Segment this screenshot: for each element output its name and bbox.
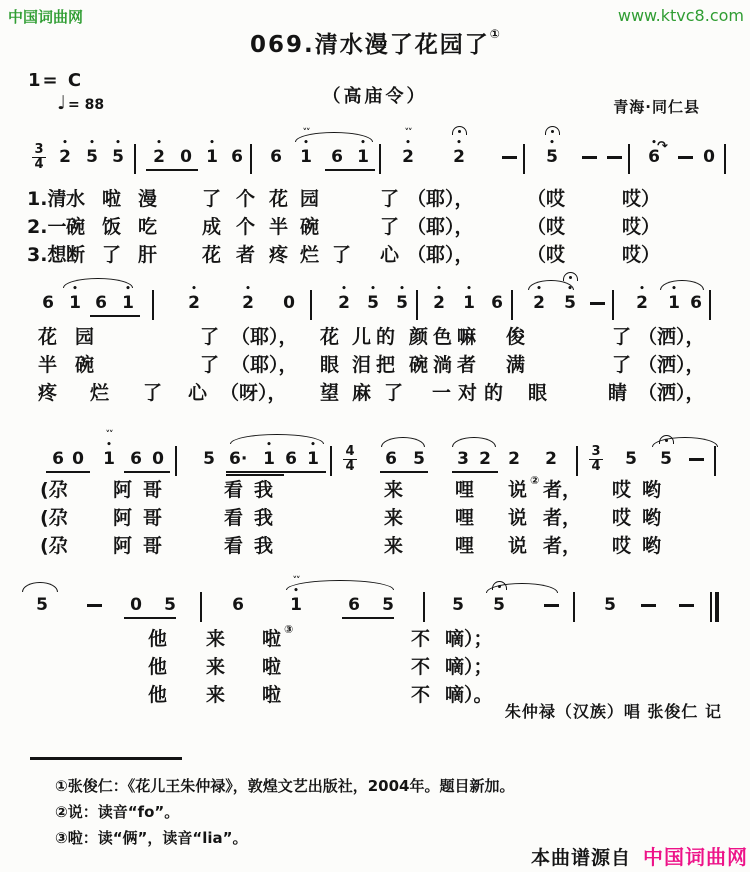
note: 2: [479, 449, 491, 469]
lyric-word: 3.想: [27, 244, 67, 266]
lyric-word: 的: [484, 382, 504, 404]
note: 1 •: [355, 149, 371, 166]
lyric-word: 者，: [543, 535, 582, 557]
lyric-word: 花: [38, 326, 58, 348]
lyric-word: 哟: [642, 507, 662, 529]
lyric-word: （耶），: [231, 326, 298, 348]
lyric-word: （哎: [527, 244, 566, 266]
octave-dot: •: [399, 284, 405, 294]
octave-dot: •: [341, 284, 347, 294]
lyric-word: 花: [202, 244, 222, 266]
lyric-word: 阿: [113, 507, 133, 529]
note: 1 • ˅˅: [101, 451, 117, 468]
lyric-word: 水: [66, 188, 86, 210]
octave-dot: •: [405, 138, 411, 148]
lyric-word: 阿: [113, 535, 133, 557]
lyric-word: 把: [376, 354, 396, 376]
octave-dot: •: [293, 586, 299, 596]
rest-note: 0: [180, 147, 192, 167]
lyric-word: 个: [236, 216, 256, 238]
octave-dot: •: [536, 284, 542, 294]
song-title-text: 069.清水漫了花园了: [250, 32, 490, 58]
dash-note: [641, 604, 656, 607]
source-credit: [531, 841, 748, 870]
lyric-word: （洒），: [638, 354, 705, 376]
lyric-word: 的: [376, 326, 396, 348]
note: 5 •: [394, 295, 410, 312]
lyric-word: 漫: [138, 188, 158, 210]
note: 1 •: [67, 295, 83, 312]
note: 5: [382, 595, 394, 615]
trill-ornament-icon: ˅˅: [105, 430, 113, 440]
lyric-word: 哎）: [622, 216, 661, 238]
octave-dot: •: [671, 284, 677, 294]
lyric-word: 心: [188, 382, 208, 404]
lyric-word: 半: [269, 216, 289, 238]
note: 6: [270, 147, 282, 167]
note: 1 • ˅˅: [298, 149, 314, 166]
note: 6 • ↷: [646, 149, 662, 166]
note: 1 •: [120, 295, 136, 312]
lyric-word: 了: [384, 382, 404, 404]
lyric-word: 嘀）。: [445, 684, 493, 706]
lyric-word: 色: [433, 326, 453, 348]
lyric-word: 哎）: [622, 244, 661, 266]
note: 2 •: [634, 295, 650, 312]
octave-dot: •: [567, 284, 573, 294]
lyric-word: 哎）: [622, 188, 661, 210]
lyric-word: (尕: [40, 479, 68, 501]
octave-dot: •: [466, 284, 472, 294]
note: 6: [232, 595, 244, 615]
lyric-word: 说: [508, 479, 528, 501]
footnote-1: ①张俊仁：《花儿王朱仲禄》，敦煌文艺出版社，2004年。题目新加。: [55, 777, 515, 795]
lyric-word: 说: [508, 535, 528, 557]
lyric-word: 看: [224, 535, 244, 557]
quarter-note-icon: ♩: [57, 92, 66, 114]
octave-dot: •: [436, 284, 442, 294]
note: 5: [625, 449, 637, 469]
lyric-word: 成: [202, 216, 222, 238]
note: 6: [52, 449, 64, 469]
lyric-word: 者: [457, 354, 477, 376]
dash-note: [544, 604, 559, 607]
lyric-word: 了: [143, 382, 163, 404]
lyric-word: 来: [206, 656, 226, 678]
octave-dot: •: [62, 138, 68, 148]
lyric-word: 了: [380, 216, 400, 238]
note: 1 •: [461, 295, 477, 312]
note: 5 •: [110, 149, 126, 166]
lyric-word: 心: [380, 244, 400, 266]
lyric-word: 哎: [612, 535, 632, 557]
footnote-divider: [30, 757, 182, 760]
lyric-word: 者，: [543, 507, 582, 529]
note: 2 •: [336, 295, 352, 312]
lyric-word: 了: [102, 244, 122, 266]
lyric-word: (尕: [40, 507, 68, 529]
barline: [573, 592, 575, 622]
rest-note: 0: [72, 449, 84, 469]
lyric-word: 哥: [143, 535, 163, 557]
octave-dot: •: [115, 138, 121, 148]
lyric-word: 断: [66, 244, 86, 266]
note: 2 •: [57, 149, 73, 166]
barline: [200, 592, 202, 622]
note: 2 •: [151, 149, 167, 166]
lyric-word: 疼: [38, 382, 58, 404]
slur-arc: [22, 582, 58, 592]
octave-dot: •: [89, 138, 95, 148]
lyric-word: 来: [384, 507, 404, 529]
note: 6: [385, 449, 397, 469]
barline: [423, 592, 425, 622]
lyric-word: 哩: [455, 479, 475, 501]
glissando-icon: ↷: [657, 139, 668, 154]
lyric-word: 园: [300, 188, 320, 210]
lyric-word: （哎: [527, 216, 566, 238]
octave-dot: •: [125, 284, 131, 294]
octave-dot: •: [156, 138, 162, 148]
lyric-word: 颜: [409, 326, 429, 348]
note: 6: [231, 147, 243, 167]
note: 5: [413, 449, 425, 469]
lyric-word: 了: [332, 244, 352, 266]
rest-note: 0: [283, 293, 295, 313]
lyric-word: 哩: [455, 535, 475, 557]
lyric-word: 来: [384, 535, 404, 557]
note: 5: [36, 595, 48, 615]
lyric-word: （耶），: [407, 216, 474, 238]
note: 2 • ˅˅: [400, 149, 416, 166]
lyric-word: 淌: [433, 354, 453, 376]
note: 2 •: [531, 295, 547, 312]
lyric-word: （耶），: [407, 188, 474, 210]
lyric-word: 饭: [102, 216, 122, 238]
lyric-word: 不: [411, 684, 431, 706]
note: 1 •: [204, 149, 220, 166]
trill-ornament-icon: ˅˅: [302, 128, 310, 138]
lyric-word: 哟: [642, 535, 662, 557]
lyric-word: 他: [148, 684, 168, 706]
lyric-word: 看: [224, 507, 244, 529]
lyric-word: 碗: [75, 354, 95, 376]
note: 6: [130, 449, 142, 469]
lyric-word: 满: [506, 354, 526, 376]
lyric-word: 阿: [113, 479, 133, 501]
performer-credit: 朱仲禄（汉族）唱 张俊仁 记: [504, 702, 722, 721]
time-signature: 3 4: [591, 444, 601, 475]
lyric-word: 花: [320, 326, 340, 348]
dash-note: [679, 604, 694, 607]
site-name-link[interactable]: 中国词曲网: [8, 8, 84, 26]
lyric-word: 睛: [608, 382, 628, 404]
lyric-word: 了: [200, 326, 220, 348]
note: 5: [203, 449, 215, 469]
note: 5 •: [562, 295, 578, 312]
lyric-word: 不: [411, 656, 431, 678]
lyric-word: （洒），: [638, 382, 705, 404]
lyric-word: 嘀）；: [445, 628, 493, 650]
lyric-word: 2.一: [27, 216, 67, 238]
note: 5: [164, 595, 176, 615]
note: 5: [658, 451, 674, 468]
lyric-word: 碗: [300, 216, 320, 238]
octave-dot: •: [245, 284, 251, 294]
lyric-word: 半: [38, 354, 58, 376]
lyric-word: 了: [380, 188, 400, 210]
note: 2 •: [186, 295, 202, 312]
lyric-word: 啦: [262, 684, 282, 706]
octave-dot: •: [639, 284, 645, 294]
dash-note: [87, 604, 102, 607]
octave-dot: •: [266, 440, 272, 450]
lyric-word: 啦: [102, 188, 122, 210]
lyric-word: 花: [269, 188, 289, 210]
lyric-word: 哥: [143, 507, 163, 529]
note: 2: [508, 449, 520, 469]
lyric-word: 我: [254, 535, 274, 557]
note: 5: [604, 595, 616, 615]
lyric-word: 哎: [612, 507, 632, 529]
lyric-word: 疼: [269, 244, 289, 266]
lyric-word: 者，: [543, 479, 582, 501]
region-label: 青海·同仁县: [613, 98, 700, 116]
lyric-word: 来: [206, 628, 226, 650]
note: 3: [457, 449, 469, 469]
beam-underline: [342, 617, 394, 619]
trill-ornament-icon: ˅˅: [404, 128, 412, 138]
lyric-word: 他: [148, 628, 168, 650]
octave-dot: •: [106, 440, 112, 450]
note: 5 •: [365, 295, 381, 312]
octave-dot: •: [549, 138, 555, 148]
note: 1 • ˅˅: [288, 597, 304, 614]
octave-dot: •: [651, 138, 657, 148]
octave-dot: •: [72, 284, 78, 294]
lyric-word: 园: [75, 326, 95, 348]
footnote-3: ③啦：读“俩”，读音“lia”。: [55, 829, 248, 847]
trill-ornament-icon: ˅˅: [292, 576, 300, 586]
lyric-word: 眼: [320, 354, 340, 376]
source-site-link[interactable]: 中国词曲网: [643, 845, 748, 869]
lyric-word: 来: [384, 479, 404, 501]
octave-dot: •: [360, 138, 366, 148]
time-signature: 3 4: [34, 142, 44, 173]
lyric-word: 对: [458, 382, 478, 404]
octave-dot: •: [191, 284, 197, 294]
lyric-word: 烂: [300, 244, 320, 266]
note: 1 •: [305, 451, 321, 468]
lyric-word: 吃: [138, 216, 158, 238]
octave-dot: •: [209, 138, 215, 148]
note: 6: [690, 293, 702, 313]
lyric-word: 哥: [143, 479, 163, 501]
octave-dot: •: [310, 440, 316, 450]
rest-note: 0: [703, 147, 715, 167]
lyric-word: 烂: [90, 382, 110, 404]
note: 6: [331, 147, 343, 167]
lyric-word: (尕: [40, 535, 68, 557]
lyric-word: 他: [148, 656, 168, 678]
lyric-word: 看: [224, 479, 244, 501]
lyric-word: 肝: [138, 244, 158, 266]
octave-dot: •: [303, 138, 309, 148]
rest-note: 0: [130, 595, 142, 615]
octave-dot: •: [456, 138, 462, 148]
note: 5 •: [84, 149, 100, 166]
lyric-word: 了: [200, 354, 220, 376]
octave-dot: •: [370, 284, 376, 294]
lyric-word: 麻: [352, 382, 372, 404]
note: 6·: [229, 449, 248, 469]
final-barline: [710, 592, 719, 622]
lyric-word: 俊: [506, 326, 526, 348]
lyric-word: 儿: [352, 326, 372, 348]
lyric-word: （耶），: [407, 244, 474, 266]
tune-name: （高庙令）: [322, 86, 428, 107]
lyric-word: 1.清: [27, 188, 67, 210]
lyric-word: 不: [411, 628, 431, 650]
lyric-word: 嘛: [457, 326, 477, 348]
lyric-word: （哎: [527, 188, 566, 210]
lyric-word: 哎: [612, 479, 632, 501]
note: 5: [452, 595, 464, 615]
lyric-word: 哟: [642, 479, 662, 501]
note: 2: [545, 449, 557, 469]
lyric-word: （呀），: [220, 382, 287, 404]
note: 1 •: [261, 451, 277, 468]
footnote-2: ②说：读音“fo”。: [55, 803, 180, 821]
lyric-word: 者: [236, 244, 256, 266]
lyric-word: 了: [612, 354, 632, 376]
lyric-word: 望: [320, 382, 340, 404]
lyric-word: 泪: [352, 354, 372, 376]
lyric-word: 了: [612, 326, 632, 348]
tempo-value: = 88: [67, 97, 105, 113]
note: 5 •: [544, 149, 560, 166]
lyric-word: 碗: [409, 354, 429, 376]
lyric-word: 哩: [455, 507, 475, 529]
lyric-word: 我: [254, 479, 274, 501]
lyric-word: （洒），: [638, 326, 705, 348]
lyric-word: 碗: [66, 216, 86, 238]
note: 6: [95, 293, 107, 313]
rest-note: 0: [152, 449, 164, 469]
lyric-word: 啦: [262, 656, 282, 678]
lyric-footnote-ref: ②: [530, 474, 540, 487]
note: 6: [348, 595, 360, 615]
lyric-word: 个: [236, 188, 256, 210]
lyric-word: 说: [508, 507, 528, 529]
lyric-word: 眼: [528, 382, 548, 404]
lyric-word: 来: [206, 684, 226, 706]
lyric-word: 我: [254, 507, 274, 529]
source-prefix: 本曲谱源自: [530, 847, 631, 869]
lyric-footnote-ref: ③: [284, 623, 294, 636]
note: 1 •: [666, 295, 682, 312]
note: 5: [491, 597, 507, 614]
lyric-word: 啦: [262, 628, 282, 650]
note: 6: [42, 293, 54, 313]
note: 2 •: [240, 295, 256, 312]
lyric-word: （耶），: [231, 354, 298, 376]
note: 2 •: [451, 149, 467, 166]
beam-underline: [124, 617, 176, 619]
lyric-word: 了: [202, 188, 222, 210]
note: 2 •: [431, 295, 447, 312]
time-signature: 4 4: [345, 444, 355, 475]
lyric-word: 嘀）；: [445, 656, 493, 678]
title-footnote-ref: ①: [489, 27, 500, 41]
lyric-word: 一: [432, 382, 452, 404]
site-url-link[interactable]: www.ktvc8.com: [617, 6, 744, 25]
note: 6: [491, 293, 503, 313]
key-signature: 1= C: [28, 70, 84, 91]
note: 6: [285, 449, 297, 469]
